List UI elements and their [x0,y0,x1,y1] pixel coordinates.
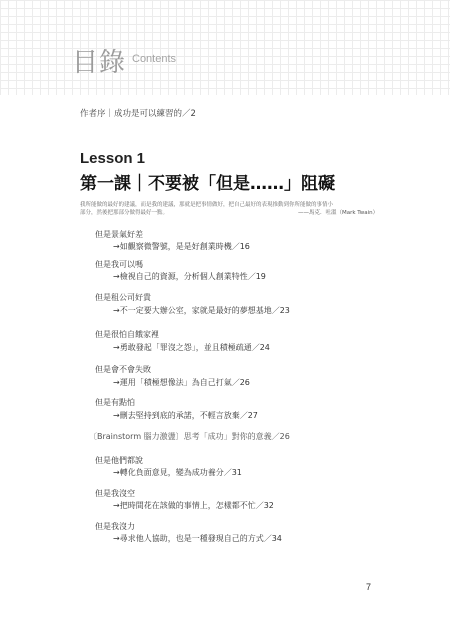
toc-entry-question[interactable]: 但是我可以嗎 [95,260,143,269]
brainstorm-entry[interactable]: 〔Brainstorm 腦力激盪〕思考「成功」對你的意義／26 [89,432,290,441]
toc-entry-question[interactable]: 但是很怕自餓家裡 [95,330,159,339]
toc-entry-answer[interactable]: →如觀察微警號，是是好創業時機／16 [113,242,250,251]
toc-entry-answer[interactable]: →不一定要大辦公室，家就是最好的夢想基地／23 [113,306,290,315]
lesson-quote-line-2: 部分，然後把那部分做得最好一點。 [80,210,169,216]
preface-entry[interactable]: 作者序｜成功是可以練習的／2 [80,109,196,119]
contents-title: 目錄 [72,48,127,78]
toc-entry-answer[interactable]: →檢視自己的資源，分析個人創業特性／19 [113,272,266,281]
toc-entry-question[interactable]: 但是景氣好差 [95,230,143,239]
toc-entry-question[interactable]: 但是會不會失敗 [95,365,151,374]
toc-entry-answer[interactable]: →運用「積極想像法」為自己打氣／26 [113,378,250,387]
lesson-label: Lesson 1 [80,150,146,167]
toc-entry-answer[interactable]: →把時間花在該做的事情上，怎樣都不忙／32 [113,501,274,510]
page-number: 7 [366,582,372,592]
toc-entry-question[interactable]: 但是租公司好貴 [95,293,151,302]
toc-entry-answer[interactable]: →勇敢發起「罪沒之怨」，並且積極疏通／24 [113,343,270,352]
lesson-quote-line-1: 我所能做的最好的建議，而是我的建議，那就是把事情做好，把自己最好的表現推動到你所能做的事情小 [80,202,334,208]
lesson-title[interactable]: 第一課｜不要被「但是……」阻礙 [80,174,335,194]
toc-entry-answer[interactable]: →尋求他人協助，也是一種發現自己的方式／34 [113,534,282,543]
lesson-quote-source: ——馬克．吐溫（Mark Twain） [298,210,379,216]
toc-entry-question[interactable]: 但是有點怕 [95,398,135,407]
toc-entry-question[interactable]: 但是他們都說 [95,456,143,465]
toc-entry-question[interactable]: 但是我沒力 [95,522,135,531]
toc-entry-answer[interactable]: →轉化負面意見，變為成功養分／31 [113,468,242,477]
toc-entry-answer[interactable]: →刪去堅持到底的承諾，不輕言放棄／27 [113,411,258,420]
toc-entry-question[interactable]: 但是我沒空 [95,489,135,498]
contents-subtitle: Contents [132,53,177,65]
